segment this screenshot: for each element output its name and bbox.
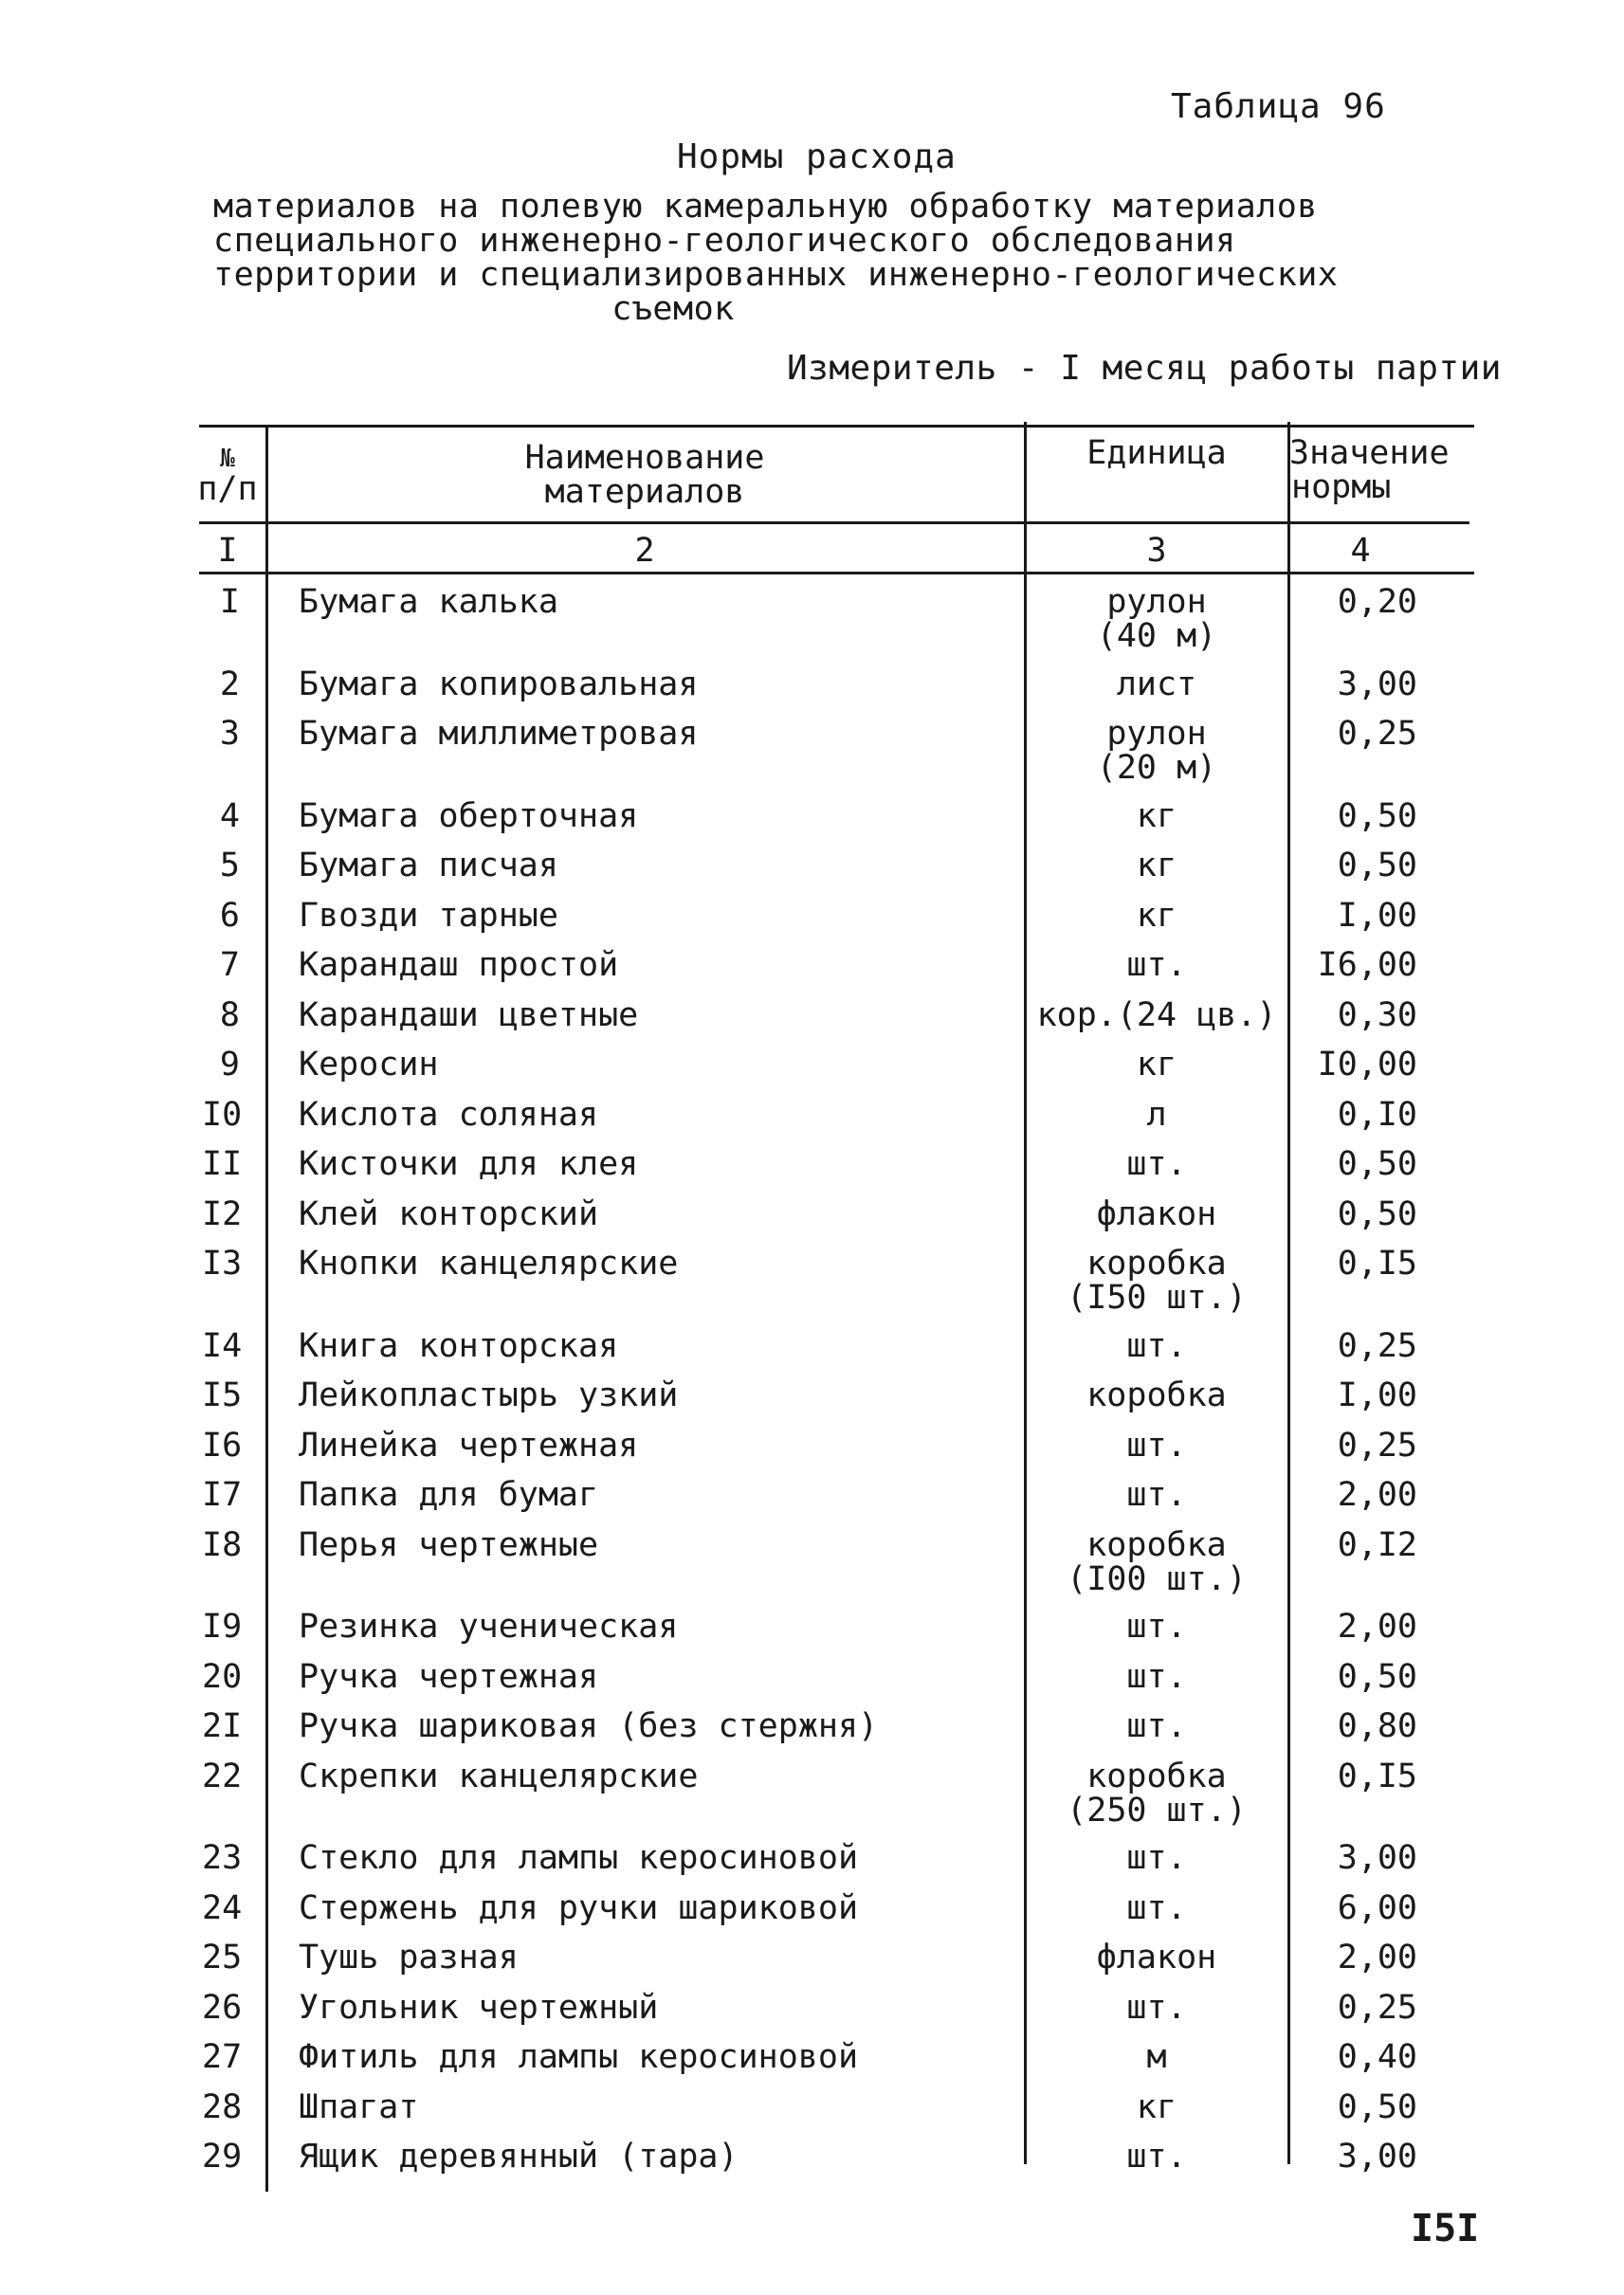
header-name <box>270 441 1019 509</box>
unit-of-measure <box>1029 848 1285 883</box>
unit-line: коробка <box>1086 1245 1227 1283</box>
unit-line: (20 м) <box>1096 749 1217 787</box>
material-name: Клей конторский <box>299 1194 599 1233</box>
unit-line: коробка <box>1086 1525 1227 1564</box>
material-name: Стекло для лампы керосиновой <box>299 1839 859 1877</box>
norm-value: 0,I5 <box>1337 1757 1417 1795</box>
norm-value: I6,00 <box>1317 946 1417 984</box>
norm-value: 0,25 <box>1337 1988 1417 2027</box>
material-name: Кисточки для клея <box>299 1145 639 1183</box>
unit-of-measure <box>1029 1525 1285 1598</box>
norm-value: 0,50 <box>1337 1194 1417 1233</box>
unit-line: флакон <box>1096 1939 1217 1976</box>
header-num <box>194 446 261 506</box>
norm-value: 0,80 <box>1337 1707 1417 1745</box>
header-num-line: № <box>220 445 235 473</box>
row-number: 2 <box>219 665 240 703</box>
unit-line: (40 м) <box>1096 617 1217 655</box>
norm-value: 0,30 <box>1337 995 1417 1034</box>
unit-of-measure <box>1029 1426 1285 1465</box>
unit-of-measure <box>1029 1478 1285 1512</box>
row-number: I4 <box>202 1326 243 1365</box>
subtitle-line: территории и специализированных инженерно-геологических <box>213 256 1339 294</box>
material-name: Папка для бумаг <box>299 1476 599 1514</box>
header-value-line: нормы <box>1291 468 1392 506</box>
norm-value: 0,50 <box>1337 1145 1417 1183</box>
unit-of-measure <box>1029 1841 1285 1875</box>
unit-line: шт. <box>1126 1145 1187 1183</box>
material-name: Кислота соляная <box>299 1095 599 1134</box>
subtitle-line: съемок <box>611 290 735 328</box>
unit-of-measure <box>1029 2040 1285 2074</box>
unit-line: лист <box>1116 665 1197 703</box>
row-number: 27 <box>202 2038 243 2076</box>
column-number-4: 4 <box>1350 532 1371 570</box>
header-value <box>1289 436 1469 504</box>
row-number: 5 <box>219 847 240 884</box>
unit-of-measure <box>1029 2140 1285 2174</box>
material-name: Шпагат <box>299 2087 419 2126</box>
row-number: 6 <box>219 896 240 935</box>
norm-value: I,00 <box>1337 1376 1417 1414</box>
unit-of-measure <box>1029 1147 1285 1181</box>
norm-value: 0,50 <box>1337 796 1417 835</box>
unit-of-measure <box>1029 1194 1285 1233</box>
norm-value: 0,50 <box>1337 1657 1417 1696</box>
material-name: Карандаши цветные <box>299 995 639 1034</box>
unit-of-measure <box>1029 1988 1285 2027</box>
unit-line: флакон <box>1096 1194 1217 1233</box>
header-value-line: Значение <box>1289 434 1450 472</box>
unit-line: (250 шт.) <box>1067 1791 1247 1830</box>
unit-line: коробка <box>1086 1757 1227 1795</box>
table-top-rule <box>199 425 1474 428</box>
unit-of-measure <box>1029 717 1285 785</box>
unit-line: кг <box>1136 896 1177 935</box>
unit-of-measure <box>1029 1247 1285 1315</box>
unit-line: шт. <box>1126 1988 1187 2027</box>
row-number: I5 <box>202 1376 243 1414</box>
column-number-1: I <box>217 532 238 570</box>
unit-of-measure <box>1029 1095 1285 1134</box>
norm-value: 3,00 <box>1337 2138 1417 2176</box>
row-number: I8 <box>202 1525 243 1564</box>
material-name: Бумага оберточная <box>299 796 639 835</box>
norm-value: I0,00 <box>1317 1046 1417 1084</box>
material-name: Бумага копировальная <box>299 665 699 703</box>
unit-line: шт. <box>1126 1888 1187 1927</box>
unit-of-measure <box>1029 585 1285 653</box>
unit-line: коробка <box>1086 1376 1227 1414</box>
unit-line: кг <box>1136 796 1177 835</box>
unit-line: кг <box>1136 1046 1177 1084</box>
unit-line: шт. <box>1126 1608 1187 1646</box>
row-number: 22 <box>202 1757 243 1795</box>
unit-of-measure <box>1029 667 1285 701</box>
row-number: 24 <box>202 1888 243 1927</box>
unit-line: кг <box>1136 847 1177 884</box>
row-number: 3 <box>219 715 240 753</box>
unit-line: шт. <box>1126 1326 1187 1365</box>
subtitle-line: специального инженерно-геологического обследования <box>213 222 1236 260</box>
unit-line: шт. <box>1126 1707 1187 1745</box>
norm-value: 0,50 <box>1337 847 1417 884</box>
norm-value: 0,25 <box>1337 715 1417 753</box>
material-name: Ручка шариковая (без стержня) <box>299 1707 879 1745</box>
row-number: I <box>219 583 240 621</box>
norm-value: 0,I0 <box>1337 1095 1417 1134</box>
material-name: Фитиль для лампы керосиновой <box>299 2038 859 2076</box>
unit-of-measure <box>1029 1378 1285 1412</box>
row-number: I6 <box>202 1426 243 1465</box>
unit-line: рулон <box>1106 715 1207 753</box>
material-name: Стержень для ручки шариковой <box>299 1888 859 1927</box>
row-number: 7 <box>219 946 240 984</box>
row-number: II <box>202 1145 243 1183</box>
unit-of-measure <box>1029 1759 1285 1828</box>
unit-of-measure <box>1029 1940 1285 1975</box>
row-number: 25 <box>202 1939 243 1976</box>
unit-of-measure <box>1029 896 1285 935</box>
unit-line: л <box>1146 1095 1167 1134</box>
column-number-3: 3 <box>1146 532 1167 570</box>
norm-value: I,00 <box>1337 896 1417 935</box>
unit-of-measure <box>1029 948 1285 982</box>
measurement-unit-note: Измеритель - I месяц работы партии <box>787 349 1502 388</box>
unit-line: рулон <box>1106 583 1207 621</box>
norm-value: 2,00 <box>1337 1608 1417 1646</box>
norm-value: 3,00 <box>1337 665 1417 703</box>
unit-line: шт. <box>1126 1839 1187 1877</box>
row-number: I0 <box>202 1095 243 1134</box>
unit-of-measure <box>1029 1657 1285 1696</box>
material-name: Ящик деревянный (тара) <box>299 2138 739 2176</box>
header-unit-line: Единица <box>1086 434 1227 472</box>
header-unit <box>1029 436 1285 470</box>
row-number: 4 <box>219 796 240 835</box>
row-number: I2 <box>202 1194 243 1233</box>
unit-of-measure <box>1029 2087 1285 2126</box>
row-number: 26 <box>202 1988 243 2027</box>
unit-of-measure <box>1029 1047 1285 1082</box>
row-number: 2I <box>202 1707 243 1745</box>
unit-line: шт. <box>1126 1476 1187 1514</box>
unit-line: (I50 шт.) <box>1067 1279 1247 1317</box>
header-bottom-rule <box>199 521 1469 524</box>
table-label: Таблица 96 <box>1171 87 1386 126</box>
unit-of-measure <box>1029 1709 1285 1743</box>
material-name: Бумага писчая <box>299 847 558 884</box>
norm-value: 2,00 <box>1337 1939 1417 1976</box>
column-number-2: 2 <box>634 532 655 570</box>
page-number: I5I <box>1411 2207 1480 2250</box>
material-name: Скрепки канцелярские <box>299 1757 699 1795</box>
header-name-line: Наименование <box>524 439 765 477</box>
unit-of-measure <box>1029 796 1285 835</box>
material-name: Лейкопластырь узкий <box>299 1376 679 1414</box>
norm-value: 0,20 <box>1337 583 1417 621</box>
material-name: Кнопки канцелярские <box>299 1245 679 1283</box>
material-name: Ручка чертежная <box>299 1657 599 1696</box>
material-name: Гвозди тарные <box>299 896 558 935</box>
material-name: Бумага миллиметровая <box>299 715 699 753</box>
row-number: I9 <box>202 1608 243 1646</box>
material-name: Карандаш простой <box>299 946 619 984</box>
row-number: 29 <box>202 2138 243 2176</box>
column-divider-1 <box>265 427 268 2192</box>
norm-value: 6,00 <box>1337 1888 1417 1927</box>
unit-of-measure <box>1029 1888 1285 1927</box>
material-name: Линейка чертежная <box>299 1426 639 1465</box>
header-num-line: п/п <box>197 470 258 508</box>
material-name: Резинка ученическая <box>299 1608 679 1646</box>
table-title: Нормы расхода <box>677 137 957 176</box>
unit-line: м <box>1146 2038 1167 2076</box>
unit-line: (I00 шт.) <box>1067 1559 1247 1598</box>
norm-value: 0,I2 <box>1337 1525 1417 1564</box>
material-name: Бумага калька <box>299 583 558 621</box>
column-divider-2 <box>1024 422 1027 2164</box>
material-name: Книга конторская <box>299 1326 619 1365</box>
unit-line: шт. <box>1126 946 1187 984</box>
unit-line: кг <box>1136 2087 1177 2126</box>
table-subtitle <box>213 188 1339 328</box>
material-name: Перья чертежные <box>299 1525 599 1564</box>
subtitle-line: материалов на полевую камеральную обработку материалов <box>213 188 1318 226</box>
row-number: 28 <box>202 2087 243 2126</box>
material-name: Угольник чертежный <box>299 1988 659 2027</box>
row-number: I3 <box>202 1245 243 1283</box>
unit-of-measure <box>1029 1326 1285 1365</box>
row-number: 20 <box>202 1657 243 1696</box>
unit-line: шт. <box>1126 1426 1187 1465</box>
row-number: 23 <box>202 1839 243 1877</box>
row-number: I7 <box>202 1476 243 1514</box>
header-name-line: материалов <box>544 473 745 511</box>
norm-value: 0,25 <box>1337 1326 1417 1365</box>
unit-of-measure <box>1029 1610 1285 1644</box>
material-name: Керосин <box>299 1046 439 1084</box>
row-number: 9 <box>219 1046 240 1084</box>
norm-value: 2,00 <box>1337 1476 1417 1514</box>
unit-line: шт. <box>1126 2138 1187 2176</box>
row-number: 8 <box>219 995 240 1034</box>
unit-of-measure <box>1029 995 1285 1034</box>
column-number-rule <box>199 572 1474 574</box>
unit-line: шт. <box>1126 1657 1187 1696</box>
norm-value: 3,00 <box>1337 1839 1417 1877</box>
material-name: Тушь разная <box>299 1939 519 1976</box>
unit-line: кор.(24 цв.) <box>1036 995 1277 1034</box>
norm-value: 0,25 <box>1337 1426 1417 1465</box>
norm-value: 0,I5 <box>1337 1245 1417 1283</box>
norm-value: 0,40 <box>1337 2038 1417 2076</box>
norm-value: 0,50 <box>1337 2087 1417 2126</box>
